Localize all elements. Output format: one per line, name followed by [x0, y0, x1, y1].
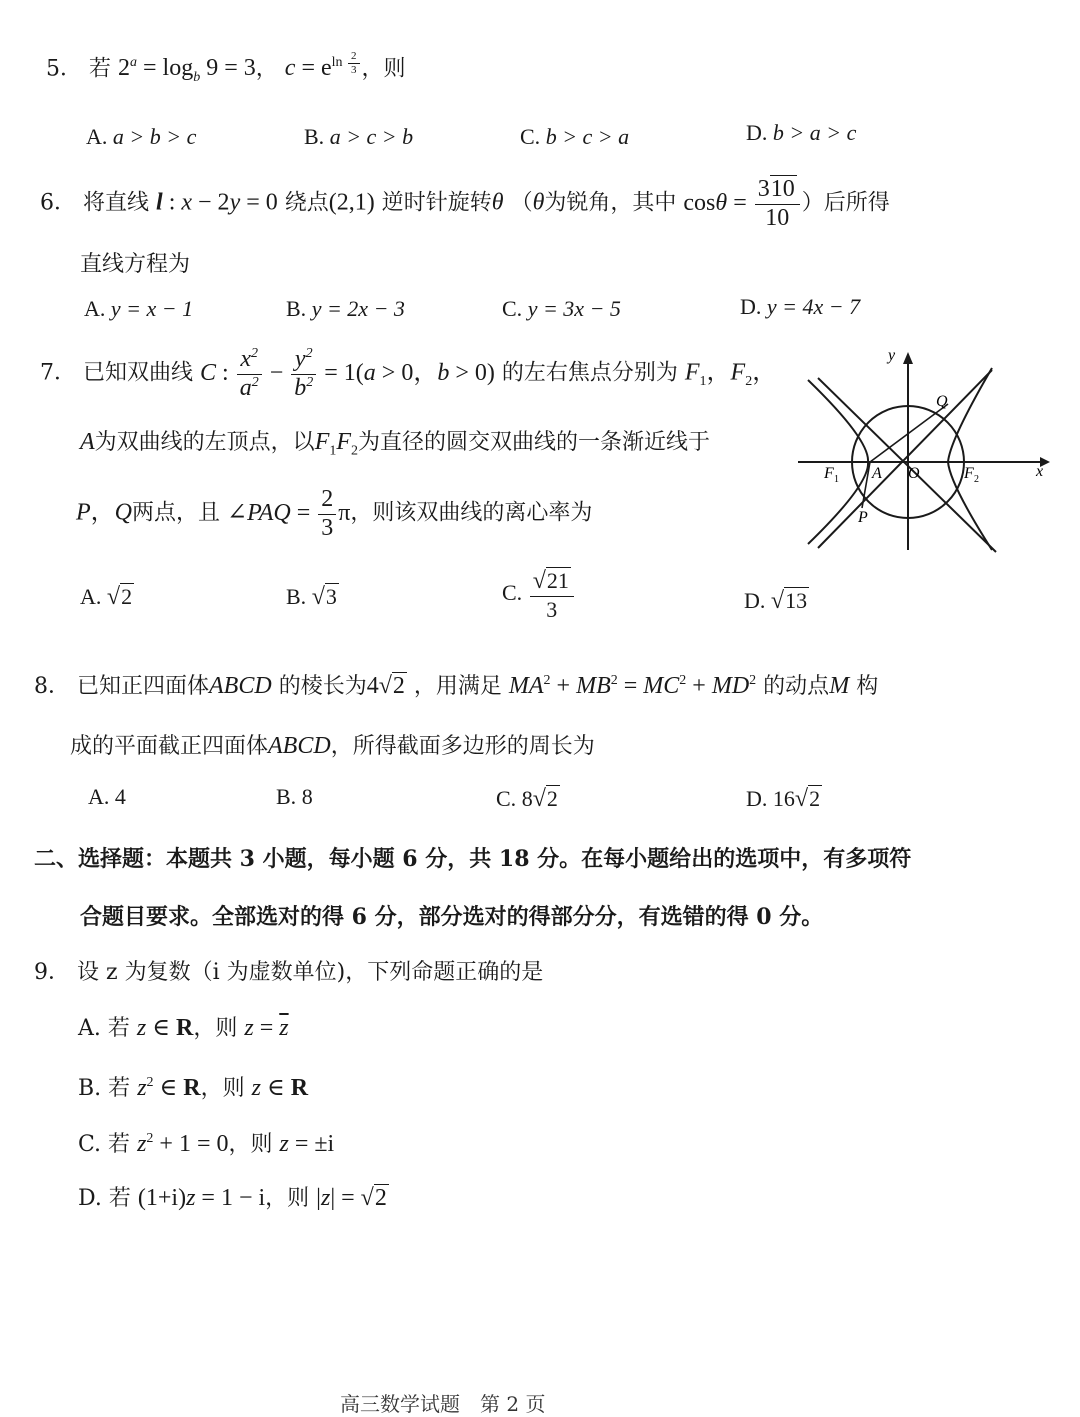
q7-stem-line2: A为双曲线的左顶点，以$F_1F_2$为直径的圆交双曲线的一条渐近线于 [80, 429, 711, 459]
q8-number: 8． [34, 674, 70, 699]
q6-option-a: A. y = x − 1 [84, 296, 194, 321]
q9-option-a: A. 若 z ∈ R，则 $z = \overline{z}$ [78, 1015, 289, 1041]
q5-option-b: B. a > c > b [304, 124, 414, 149]
page-footer: 高三数学试题 第 2 页 [340, 1392, 546, 1416]
q7-hyperbola-figure [790, 340, 1060, 560]
q5-stem: 5． 若 $2^a = \log_b 9 = 3$， $c = e^{ln \frac{2}{3}}$ ，则 [46, 50, 406, 86]
label-o: O [908, 465, 920, 482]
q7-option-c: C. $\frac{√21}{3}$ [502, 568, 576, 622]
q8-stem-line2: 成的平面截正四面体ABCD，所得截面多边形的周长为 [70, 733, 595, 759]
q7-stem-line3: P，Q两点，且 ∠PAQ = $\frac{2}{3}$ π，则该双曲线的离心率为 [76, 486, 593, 541]
q6-line2: 直线方程为 [80, 252, 191, 277]
label-a: A [872, 465, 882, 482]
label-x: x [1036, 463, 1044, 480]
q8-stem-line1: 8． 已知正四面体ABCD 的棱长为4√2 ，用满足 $MA^2 + MB^2 = MC^2 + MD^2$ 的动点M 构 [34, 673, 879, 699]
q5-option-a: A. a > b > c [86, 124, 197, 149]
label-p: P [858, 509, 868, 526]
q6-option-b: B. y = 2x − 3 [286, 296, 405, 321]
q8-option-a: A. 4 [88, 784, 126, 809]
q5-option-d: D. b > a > c [746, 120, 857, 145]
q7-option-b: B. √3 [286, 584, 337, 610]
q9-stem: 9． 设 z 为复数（i 为虚数单位)，下列命题正确的是 [34, 960, 544, 985]
label-f1-sub: 1 [834, 474, 839, 485]
q8-option-b: B. 8 [276, 784, 313, 809]
y-axis-arrow [903, 352, 913, 364]
q7-stem-line1: 7． 已知双曲线 C : $\frac{x^2}{a^2}$ − $\frac{y^2}{b^2}$ = 1(a > 0，b > 0) 的左右焦点分别为 $F_1$，$F_2$， [40, 346, 777, 401]
q9-option-b: B. 若 $z^2$ ∈ R，则 z ∈ R [78, 1075, 309, 1101]
q6-option-c: C. y = 3x − 5 [502, 296, 621, 321]
q8-option-c: C. 8√2 [496, 786, 558, 812]
q5-option-c: C. b > c > a [520, 124, 630, 149]
q7-option-d: D. √13 [744, 588, 808, 614]
q9-option-d: D. 若 (1+i)z = 1 − i，则 |z| = √2 [78, 1185, 387, 1211]
q9-number: 9． [34, 960, 70, 985]
q6-stem: 6． 将直线 l : x − 2y = 0 绕点(2,1) 逆时针旋转θ （θ为锐角，其中 cosθ = $\frac{310}{10}$ ）后所得 [40, 176, 890, 231]
label-q: Q [936, 393, 948, 410]
q8-option-d: D. 16√2 [746, 786, 821, 812]
label-f1: F [824, 465, 834, 482]
section-2-heading-line1: 二、选择题：本题共 3 小题，每小题 6 分，共 18 分。在每小题给出的选项中，有多项符 [34, 846, 912, 872]
label-f2-sub: 2 [974, 474, 979, 485]
q7-number: 7． [40, 360, 76, 386]
hyperbola-right-branch [948, 368, 992, 550]
q6-option-d: D. y = 4x − 7 [740, 294, 861, 319]
section-2-heading-line2: 合题目要求。全部选对的得 6 分，部分选对的得部分分，有选错的得 0 分。 [80, 904, 824, 930]
label-f2: F [964, 465, 974, 482]
q7-option-a: A. √2 [80, 584, 133, 610]
label-y: y [888, 347, 896, 364]
q6-number: 6． [40, 190, 76, 216]
q5-number: 5． [46, 56, 82, 82]
q9-option-c: C. 若 $z^2 + 1 = 0$，则 z = ±i [78, 1131, 335, 1157]
